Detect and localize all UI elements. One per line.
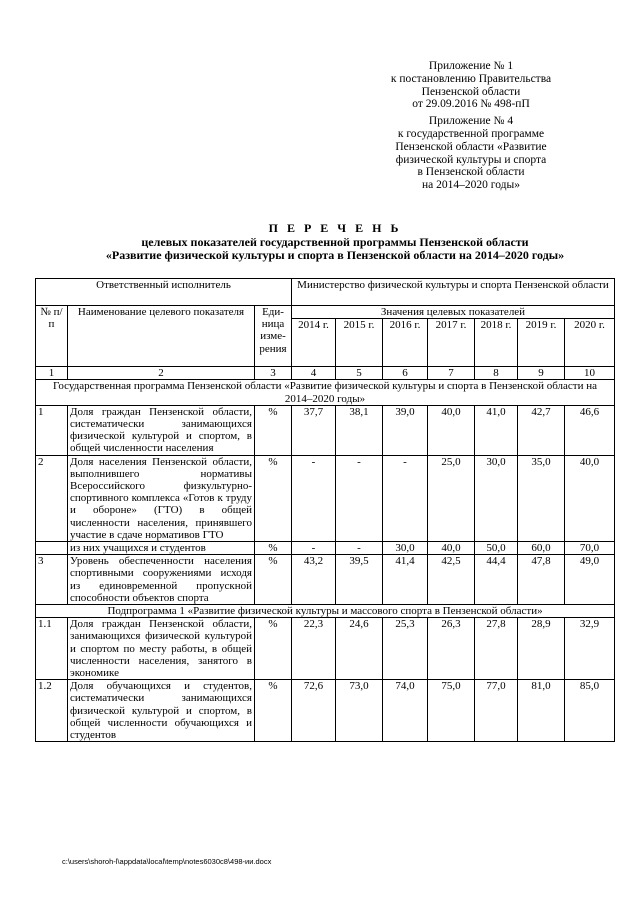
header-col-no: № п/п: [36, 306, 68, 367]
section-subprogram-1: Подпрограмма 1 «Развитие физической культуры и массового спорта в Пензенской области»: [36, 605, 615, 618]
column-number: 8: [475, 367, 518, 380]
year-header: 2015 г.: [336, 319, 383, 367]
indicator-name: Доля обучающихся и студентов, систематически занимающихся физической культурой и спортом, в общей численности обучающихся и студентов: [68, 680, 255, 742]
file-path-footer: c:\users\shoroh-l\appdata\local\temp\notes6030c8\498-ии.docx: [62, 857, 272, 866]
table-row: [36, 555, 615, 605]
year-header: 2017 г.: [428, 319, 475, 367]
row-number: [36, 542, 68, 555]
row-number: 2: [36, 455, 68, 541]
column-number: 10: [565, 367, 615, 380]
column-number: 4: [292, 367, 336, 380]
unit: %: [255, 555, 292, 605]
value-cell: 44,4: [475, 555, 518, 605]
value-cell: 73,0: [336, 680, 383, 742]
value-cell: 38,1: [336, 405, 383, 455]
value-cell: -: [292, 455, 336, 541]
value-cell: -: [336, 455, 383, 541]
title-line-1: целевых показателей государственной программы Пензенской области: [141, 234, 529, 249]
value-cell: 74,0: [383, 680, 428, 742]
indicator-name: Доля населения Пензенской области, выполнившего нормативы Всероссийского физкультурно-спортивного комплекса «Готов к труду и обороне» (ГТО) в общей численности населения, принявшего участие в сдаче нормативов ГТО: [68, 455, 255, 541]
document-title: [60, 222, 610, 263]
year-header: 2019 г.: [518, 319, 565, 367]
value-cell: 50,0: [475, 542, 518, 555]
value-cell: 27,8: [475, 618, 518, 680]
value-cell: 70,0: [565, 542, 615, 555]
year-header: 2014 г.: [292, 319, 336, 367]
value-cell: 39,5: [336, 555, 383, 605]
value-cell: 40,0: [565, 455, 615, 541]
value-cell: 46,6: [565, 405, 615, 455]
appendix-4-block: [376, 115, 566, 192]
value-cell: 40,0: [428, 405, 475, 455]
executor-value: Министерство физической культуры и спорта Пензенской области: [292, 279, 615, 306]
row-number: 1: [36, 405, 68, 455]
value-cell: 72,6: [292, 680, 336, 742]
header-col-unit: Еди-ница изме-рения: [255, 306, 292, 367]
value-cell: 81,0: [518, 680, 565, 742]
value-cell: 47,8: [518, 555, 565, 605]
header-line: Пензенской области «Развитие: [395, 140, 547, 153]
value-cell: -: [336, 542, 383, 555]
value-cell: 43,2: [292, 555, 336, 605]
value-cell: 77,0: [475, 680, 518, 742]
unit: %: [255, 405, 292, 455]
indicators-table: [35, 278, 615, 742]
row-number: 1.2: [36, 680, 68, 742]
indicator-name: Доля граждан Пензенской области, занимающихся физической культурой и спортом по месту работы, в общей численности населения, занятого в экономике: [68, 618, 255, 680]
value-cell: 85,0: [565, 680, 615, 742]
table-row: [36, 455, 615, 541]
column-number: 2: [68, 367, 255, 380]
value-cell: 49,0: [565, 555, 615, 605]
value-cell: 22,3: [292, 618, 336, 680]
value-cell: 30,0: [475, 455, 518, 541]
header-line: к постановлению Правительства: [390, 72, 552, 85]
title-line-2: «Развитие физической культуры и спорта в Пензенской области на 2014–2020 годы»: [105, 248, 565, 262]
header-line: Пензенской области: [421, 85, 521, 98]
value-cell: 35,0: [518, 455, 565, 541]
title-main: П Е Р Е Ч Е Н Ь: [268, 221, 402, 235]
table-row: [36, 542, 615, 555]
table-row: [36, 680, 615, 742]
header-line: на 2014–2020 годы»: [422, 179, 520, 192]
column-number: 9: [518, 367, 565, 380]
value-cell: -: [383, 455, 428, 541]
value-cell: 41,0: [475, 405, 518, 455]
value-cell: 60,0: [518, 542, 565, 555]
row-number: 3: [36, 555, 68, 605]
value-cell: 41,4: [383, 555, 428, 605]
appendix-header: [376, 60, 566, 192]
unit: %: [255, 455, 292, 541]
value-cell: 30,0: [383, 542, 428, 555]
header-line: в Пензенской области: [417, 166, 525, 179]
value-cell: -: [292, 542, 336, 555]
value-cell: 39,0: [383, 405, 428, 455]
unit: %: [255, 618, 292, 680]
year-header: 2016 г.: [383, 319, 428, 367]
column-number: 3: [255, 367, 292, 380]
value-cell: 26,3: [428, 618, 475, 680]
header-line: Приложение № 1: [428, 60, 514, 72]
indicator-name: из них учащихся и студентов: [68, 542, 255, 555]
header-line: от 29.09.2016 № 498-пП: [412, 98, 530, 111]
value-cell: 24,6: [336, 618, 383, 680]
header-col-values: Значения целевых показателей: [292, 306, 615, 319]
value-cell: 75,0: [428, 680, 475, 742]
column-number: 7: [428, 367, 475, 380]
row-number: 1.1: [36, 618, 68, 680]
header-col-name: Наименование целевого показателя: [68, 306, 255, 367]
column-number: 5: [336, 367, 383, 380]
table-row: [36, 405, 615, 455]
header-line: к государственной программе: [397, 127, 545, 140]
column-number: 6: [383, 367, 428, 380]
section-program: Государственная программа Пензенской области «Развитие физической культуры и спорта в Пензенской области на 2014–2020 годы»: [36, 380, 615, 405]
value-cell: 32,9: [565, 618, 615, 680]
unit: %: [255, 680, 292, 742]
appendix-1-block: [376, 60, 566, 111]
value-cell: 40,0: [428, 542, 475, 555]
year-header: 2020 г.: [565, 319, 615, 367]
value-cell: 25,0: [428, 455, 475, 541]
header-line: Приложение № 4: [428, 115, 514, 128]
value-cell: 37,7: [292, 405, 336, 455]
executor-label: Ответственный исполнитель: [36, 279, 292, 306]
value-cell: 28,9: [518, 618, 565, 680]
column-number: 1: [36, 367, 68, 380]
unit: %: [255, 542, 292, 555]
value-cell: 25,3: [383, 618, 428, 680]
table-row: [36, 618, 615, 680]
indicator-name: Уровень обеспеченности населения спортивными сооружениями исходя из единовременной пропускной способности объектов спорта: [68, 555, 255, 605]
value-cell: 42,7: [518, 405, 565, 455]
year-header: 2018 г.: [475, 319, 518, 367]
value-cell: 42,5: [428, 555, 475, 605]
header-line: физической культуры и спорта: [395, 153, 547, 166]
indicator-name: Доля граждан Пензенской области, систематически занимающихся физической культурой и спортом, в общей численности населения: [68, 405, 255, 455]
